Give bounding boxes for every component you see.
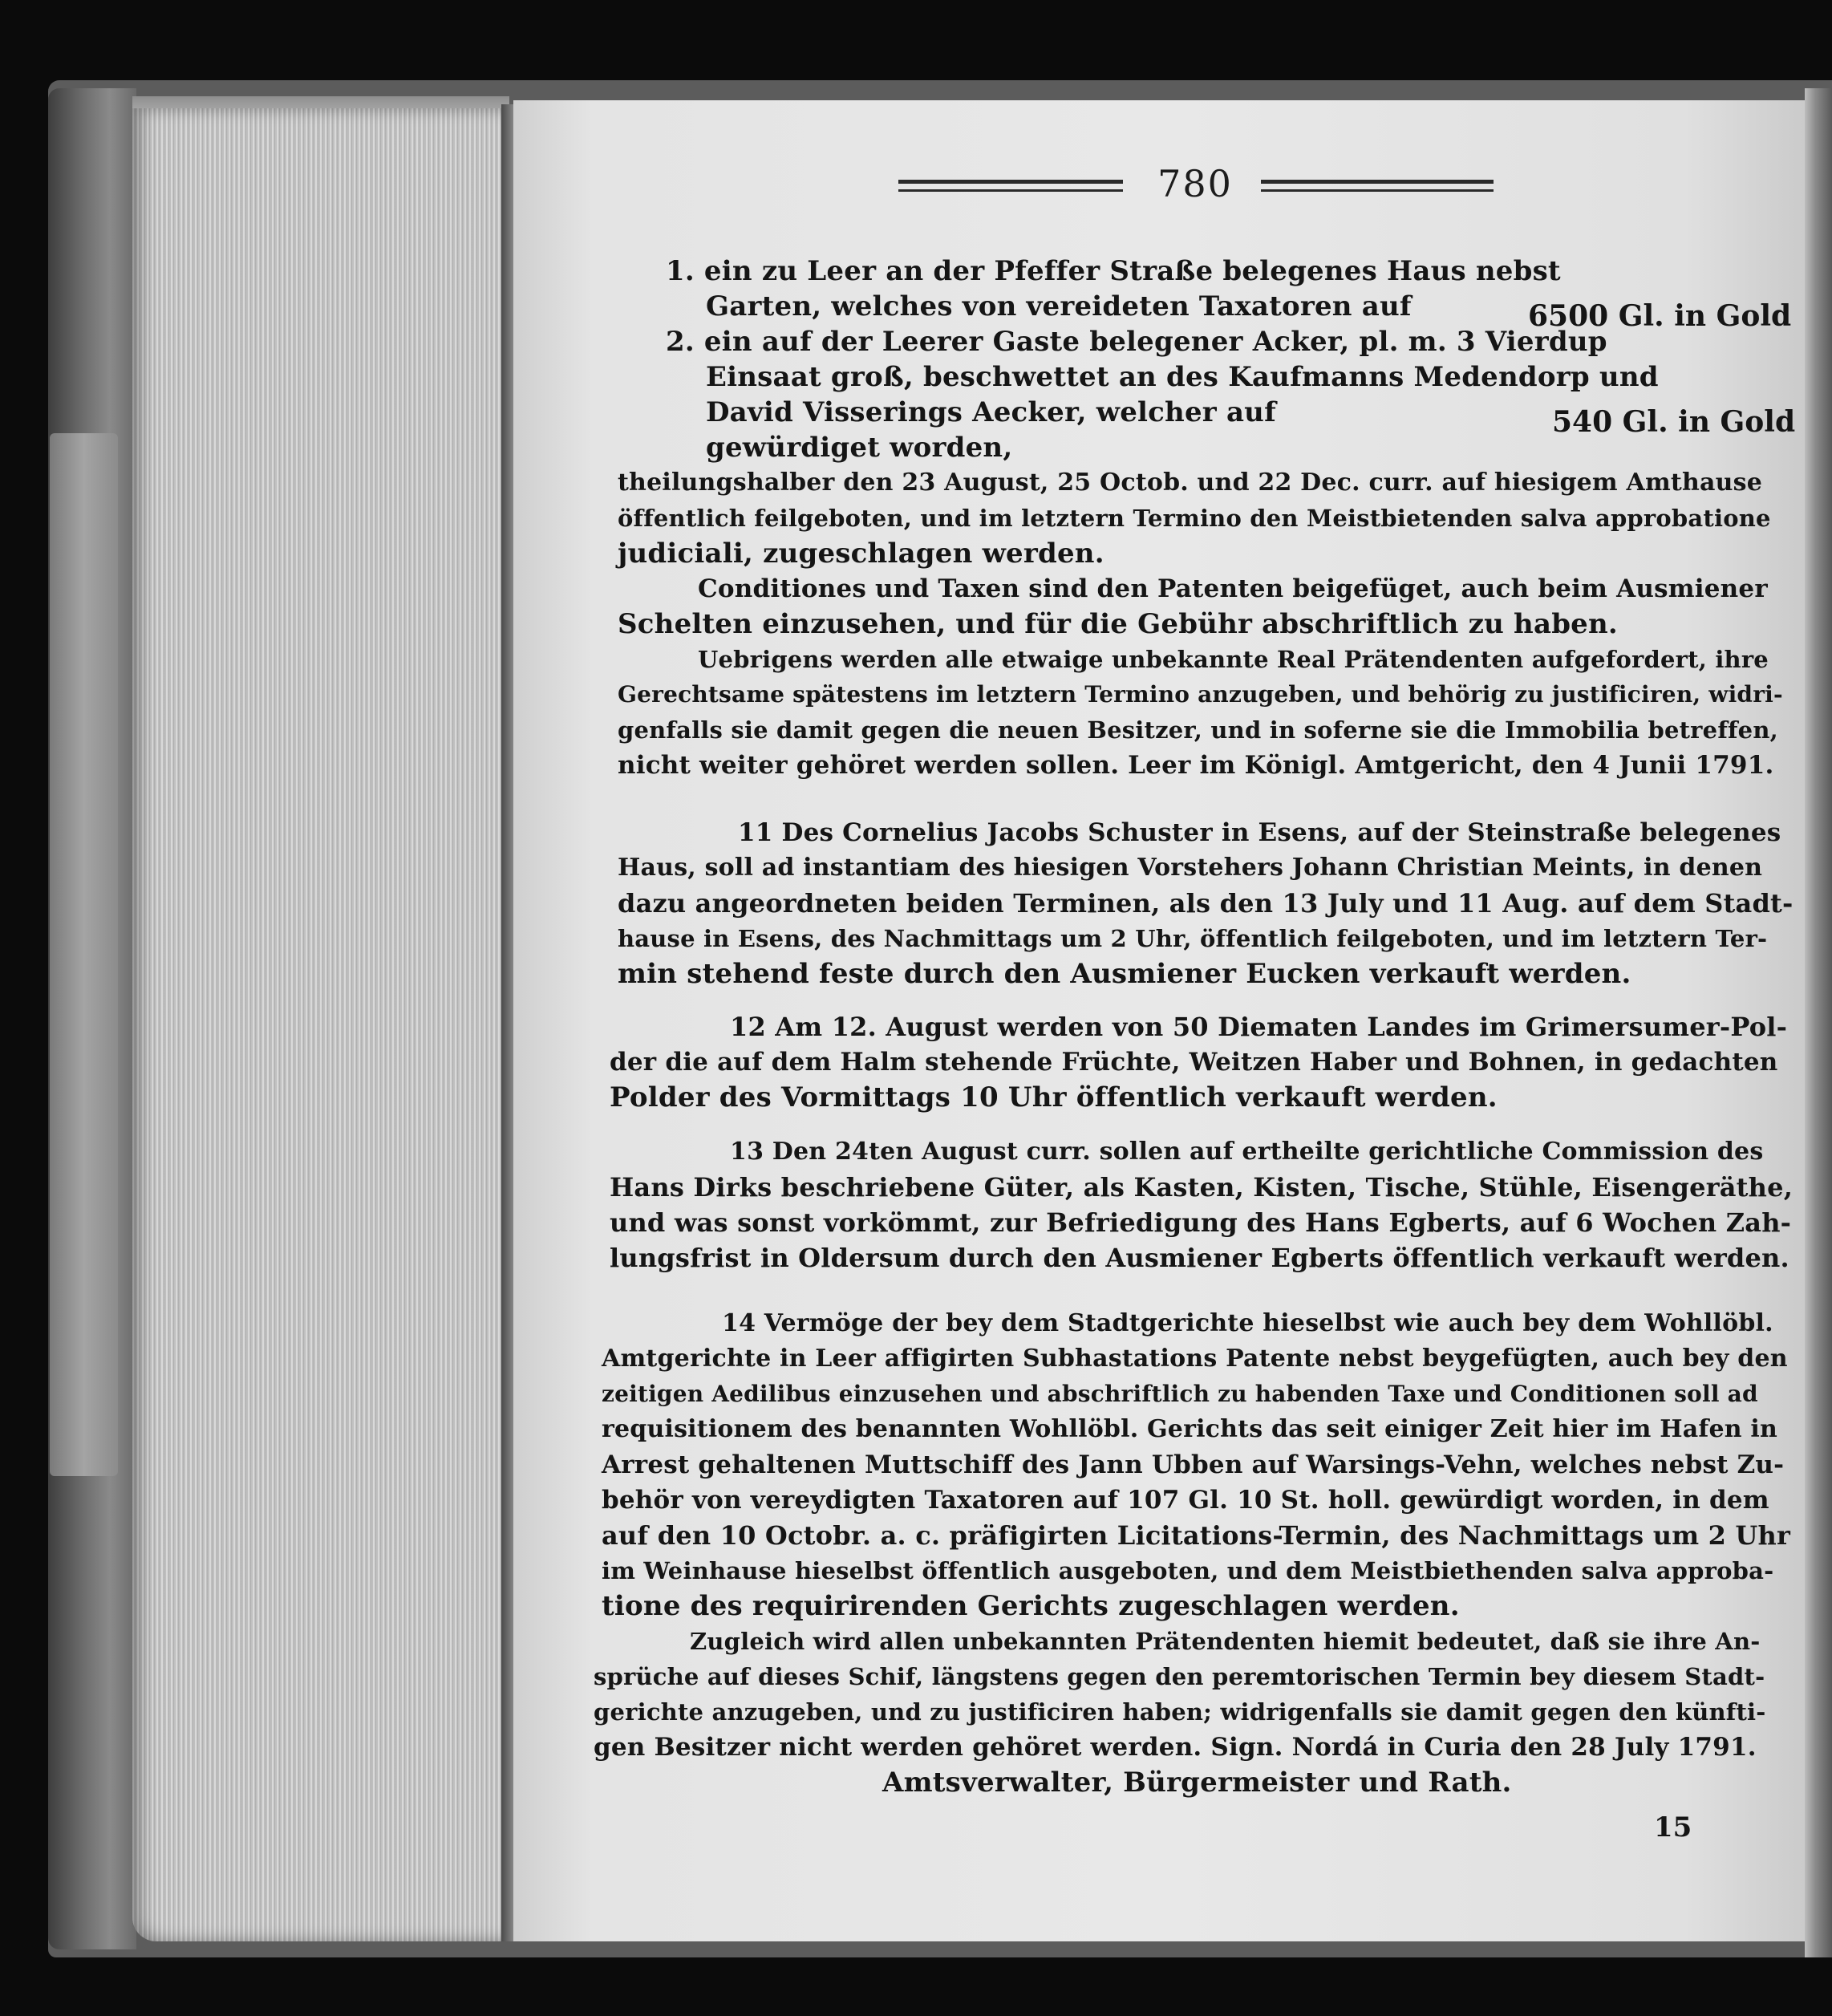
item-line: Einsaat groß, beschwettet an des Kaufmanns Medendorp und	[706, 361, 1659, 393]
notice-line: theilungshalber den 23 August, 25 Octob. und 22 Dec. curr. auf hiesigem Amthause	[618, 469, 1763, 497]
amount-value: 540 Gl. in Gold	[1552, 405, 1796, 439]
notice-line: öffentlich feilgeboten, und im letztern Termino den Meistbietenden salva approbatione	[618, 505, 1771, 532]
catchword: 15	[1654, 1811, 1692, 1844]
notice-line: hause in Esens, des Nachmittags um 2 Uhr, öffentlich feilgeboten, und im letztern Ter-	[618, 925, 1768, 952]
notice-line: behör von vereydigten Taxatoren auf 107 Gl. 10 St. holl. gewürdigt worden, in dem	[602, 1486, 1769, 1515]
notice-line: Haus, soll ad instantiam des hiesigen Vorstehers Johann Christian Meints, in denen	[618, 854, 1763, 882]
item-line: gewürdiget worden,	[706, 432, 1013, 464]
notice-line: dazu angeordneten beiden Terminen, als den 13 July und 11 Aug. auf dem Stadt-	[618, 888, 1793, 919]
notice-line: und was sonst vorkömmt, zur Befriedigung des Hans Egberts, auf 6 Wochen Zah-	[610, 1207, 1792, 1238]
item-line: Garten, welches von vereideten Taxatoren auf	[706, 290, 1412, 322]
notice-line: judiciali, zugeschlagen werden.	[618, 537, 1104, 570]
notice-line: 14 Vermöge der bey dem Stadtgerichte hieselbst wie auch bey dem Wohllöbl.	[722, 1309, 1773, 1337]
notice-line: nicht weiter gehöret werden sollen. Leer im Königl. Amtgericht, den 4 Junii 1791.	[618, 751, 1774, 780]
notice-line: requisitionem des benannten Wohllöbl. Gerichts das seit einiger Zeit hier im Hafen in	[602, 1415, 1778, 1443]
item-line: 1. ein zu Leer an der Pfeffer Straße belegenes Haus nebst	[666, 255, 1561, 287]
notice-line: genfalls sie damit gegen die neuen Besitzer, und in soferne sie die Immobilia betreffen,	[618, 716, 1778, 744]
notice-line: 12 Am 12. August werden von 50 Diematen Landes im Grimersumer-Pol-	[730, 1012, 1788, 1042]
item-line: 2. ein auf der Leerer Gaste belegener Acker, pl. m. 3 Vierdup	[666, 326, 1607, 358]
notice-line: min stehend feste durch den Ausmiener Eucken verkauft werden.	[618, 958, 1631, 990]
notice-line: Arrest gehaltenen Muttschiff des Jann Ubben auf Warsings-Vehn, welches nebst Zu-	[602, 1450, 1785, 1479]
notice-line: Uebrigens werden alle etwaige unbekannte Real Prätendenten aufgefordert, ihre	[698, 646, 1769, 673]
page-number: 780	[1157, 162, 1233, 205]
notice-line: auf den 10 Octobr. a. c. präfigirten Licitations-Termin, des Nachmittags um 2 Uhr	[602, 1520, 1791, 1551]
signature-line: Amtsverwalter, Bürgermeister und Rath.	[882, 1767, 1512, 1799]
notice-line: Polder des Vormittags 10 Uhr öffentlich verkauft werden.	[610, 1081, 1498, 1113]
item-line: David Visserings Aecker, welcher auf	[706, 396, 1276, 428]
notice-line: 11 Des Cornelius Jacobs Schuster in Esens, auf der Steinstraße belegenes	[738, 818, 1781, 847]
notice-line: Gerechtsame spätestens im letztern Termino anzugeben, und behörig zu justificiren, widri-	[618, 681, 1783, 708]
notice-line: sprüche auf dieses Schif, längstens gegen den peremtorischen Termin bey diesem Stadt-	[594, 1663, 1765, 1690]
notice-line: Hans Dirks beschriebene Güter, als Kasten, Kisten, Tische, Stühle, Eisengeräthe,	[610, 1172, 1793, 1203]
notice-line: zeitigen Aedilibus einzusehen und abschriftlich zu habenden Taxe und Conditionen soll ad	[602, 1381, 1758, 1407]
notice-line: der die auf dem Halm stehende Früchte, Weitzen Haber und Bohnen, in gedachten	[610, 1048, 1778, 1077]
notice-line: Conditiones und Taxen sind den Patenten beigefüget, auch beim Ausmiener	[698, 574, 1768, 603]
notice-line: im Weinhause hieselbst öffentlich ausgeboten, und dem Meistbiethenden salva approba-	[602, 1557, 1774, 1584]
notice-line: gerichte anzugeben, und zu justificiren haben; widrigenfalls sie damit gegen den künfti-	[594, 1698, 1766, 1726]
notice-line: 13 Den 24ten August curr. sollen auf ertheilte gerichtliche Commission des	[730, 1138, 1764, 1166]
notice-line: Zugleich wird allen unbekannten Prätendenten hiemit bedeutet, daß sie ihre An-	[690, 1628, 1761, 1655]
notice-line: lungsfrist in Oldersum durch den Ausmiener Egberts öffentlich verkauft werden.	[610, 1243, 1789, 1273]
amount-value: 6500 Gl. in Gold	[1528, 299, 1792, 333]
notice-line: tione des requirirenden Gerichts zugeschlagen werden.	[602, 1590, 1460, 1622]
notice-line: gen Besitzer nicht werden gehöret werden. Sign. Nordá in Curia den 28 July 1791.	[594, 1733, 1757, 1762]
notice-line: Schelten einzusehen, und für die Gebühr abschriftlich zu haben.	[618, 608, 1618, 640]
notice-line: Amtgerichte in Leer affigirten Subhastations Patente nebst beygefügten, auch bey den	[602, 1345, 1788, 1373]
